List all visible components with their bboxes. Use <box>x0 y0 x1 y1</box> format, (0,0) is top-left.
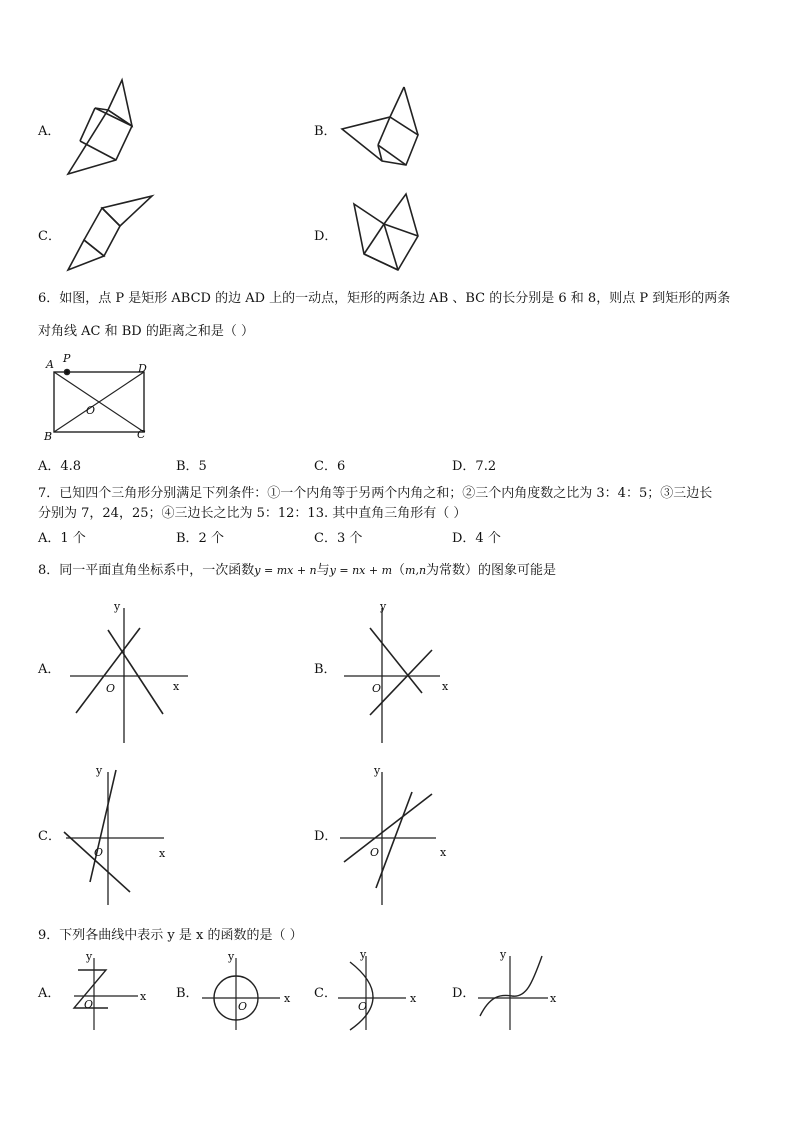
q8-eq1: y = mx + n <box>254 564 317 577</box>
q5-figure-c <box>64 192 159 277</box>
q9b-y: y <box>228 950 235 963</box>
q6-label-b: B <box>44 430 53 443</box>
q6-label-p: P <box>63 352 71 365</box>
q9d-y: y <box>500 948 507 961</box>
q6-option-a[interactable]: A．4.8 <box>38 459 82 474</box>
q9b-o: O <box>238 1000 248 1013</box>
q8c-o: O <box>94 846 104 859</box>
q8a-y: y <box>114 600 121 613</box>
q9-option-b-label[interactable]: B． <box>176 986 199 1001</box>
q9a-o: O <box>84 998 94 1011</box>
q8-graph-a <box>66 598 196 748</box>
q5-option-c-label[interactable]: C． <box>38 229 61 244</box>
q8c-x: x <box>159 847 166 860</box>
q7-option-d[interactable]: D．4 个 <box>452 531 501 546</box>
q9a-y: y <box>86 950 93 963</box>
q9-graph-a <box>64 950 154 1032</box>
q5-figure-d <box>348 190 428 280</box>
q7-text-line1: 7．已知四个三角形分别满足下列条件：①一个内角等于另两个内角之和；②三个内角度数之比为 3：4：5；③三边长 <box>38 486 713 501</box>
q8-option-b-label[interactable]: B． <box>314 662 337 677</box>
q7-text-line2: 分别为 7，24，25；④三边长之比为 5：12：13. 其中直角三角形有（ ） <box>38 506 467 521</box>
q6-label-c: C <box>137 428 146 441</box>
q8d-y: y <box>374 764 381 777</box>
q7-option-b[interactable]: B．2 个 <box>176 531 224 546</box>
q9-option-a-label[interactable]: A． <box>38 986 61 1001</box>
q9c-y: y <box>360 948 367 961</box>
q5-option-b-label[interactable]: B． <box>314 124 337 139</box>
q6-label-d: D <box>138 362 147 375</box>
q8-graph-d <box>336 760 466 910</box>
q8-paren: （ <box>392 563 406 578</box>
q9c-o: O <box>358 1000 368 1013</box>
q6-label-a: A <box>46 358 54 371</box>
q8-option-a-label[interactable]: A． <box>38 662 61 677</box>
q8-graph-b <box>340 598 470 748</box>
q5-option-d-label[interactable]: D． <box>314 229 338 244</box>
q8-prefix: 8．同一平面直角坐标系中，一次函数 <box>38 563 255 578</box>
q7-option-a[interactable]: A．1 个 <box>38 531 86 546</box>
q8c-y: y <box>96 764 103 777</box>
q8-text <box>38 562 556 580</box>
q8b-o: O <box>372 682 382 695</box>
q9a-x: x <box>140 990 147 1003</box>
q9d-x: x <box>550 992 557 1005</box>
q7-option-c[interactable]: C．3 个 <box>314 531 363 546</box>
q9-graph-d <box>474 948 566 1032</box>
q9-option-c-label[interactable]: C． <box>314 986 337 1001</box>
q9-graph-b <box>198 950 293 1032</box>
q9-graph-c <box>334 948 424 1032</box>
q8d-o: O <box>370 846 380 859</box>
q6-rectangle-figure <box>40 350 160 445</box>
q8-option-c-label[interactable]: C． <box>38 829 61 844</box>
q5-option-a-label[interactable]: A． <box>38 124 61 139</box>
q8-graph-c <box>60 760 190 910</box>
q8-vars: m,n <box>405 564 427 577</box>
q8-eq2: y = nx + m <box>329 564 393 577</box>
q9b-x: x <box>284 992 291 1005</box>
q6-label-o: O <box>86 404 96 417</box>
q6-text-line1: 6．如图，点 P 是矩形 ABCD 的边 AD 上的一动点，矩形的两条边 AB 、BC 的长分别是 6 和 8，则点 P 到矩形的两条 <box>38 291 731 306</box>
q9-option-d-label[interactable]: D． <box>452 986 476 1001</box>
q6-option-b[interactable]: B．5 <box>176 459 207 474</box>
q8-option-d-label[interactable]: D． <box>314 829 338 844</box>
q8b-y: y <box>380 600 387 613</box>
q8-mid: 与 <box>316 563 330 578</box>
q8a-o: O <box>106 682 116 695</box>
q9c-x: x <box>410 992 417 1005</box>
q8d-x: x <box>440 846 447 859</box>
q8b-x: x <box>442 680 449 693</box>
q6-option-d[interactable]: D．7.2 <box>452 459 497 474</box>
q6-option-c[interactable]: C．6 <box>314 459 346 474</box>
q8-suffix: 为常数）的图象可能是 <box>426 563 557 578</box>
q8a-x: x <box>173 680 180 693</box>
q6-text-line2: 对角线 AC 和 BD 的距离之和是（ ） <box>38 324 254 339</box>
q5-figure-a <box>60 78 150 178</box>
q9-text: 9．下列各曲线中表示 y 是 x 的函数的是（ ） <box>38 928 303 943</box>
q5-figure-b <box>338 85 428 170</box>
